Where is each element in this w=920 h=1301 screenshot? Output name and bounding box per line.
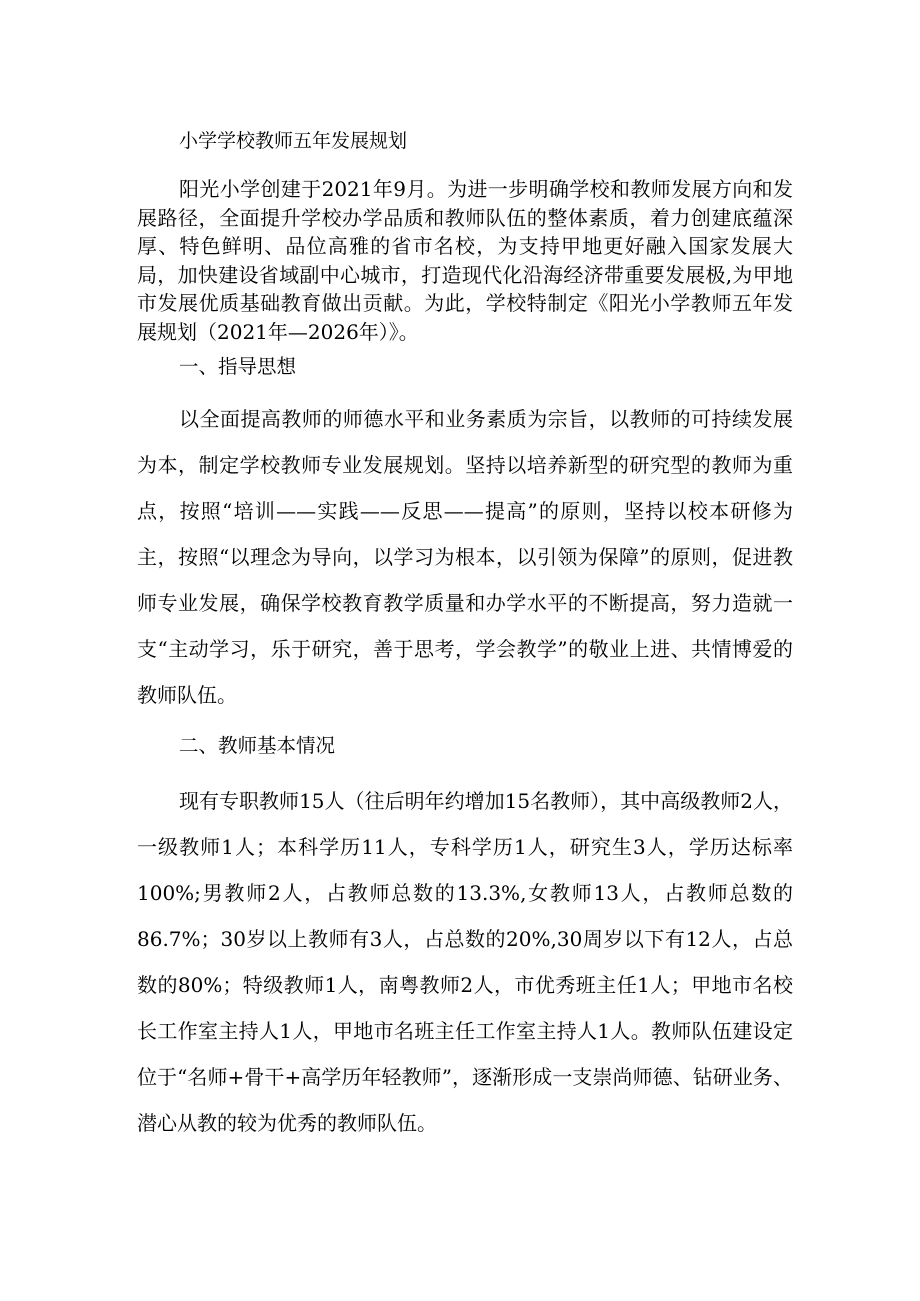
section-body-teacher-overview: 现有专职教师15人（往后明年约增加15名教师），其中高级教师2人，一级教师1人；本科学历11人，专科学历1人，研究生3人，学历达标率100%;男教师2人，占教师总数的13.3%,女教师13人，占教师总数的86.7%；30岁以上教师有3人，占总数的20%,30周岁以下有12人，占总数的80%；特级教师1人，南粤教师2人，市优秀班主任1人；甲地市名校长工作室主持人1人，甲地市名班主任工作室主持人1人。教师队伍建设定位于“名师+骨干+高学历年轻教师”，逐渐形成一支崇尚师德、钻研业务、潜心从教的较为优秀的教师队伍。 [137, 789, 793, 1135]
section-heading-teacher-overview: 二、教师基本情况 [179, 734, 336, 757]
section-body-guiding-ideology: 以全面提高教师的师德水平和业务素质为宗旨，以教师的可持续发展为本，制定学校教师专业发展规划。坚持以培养新型的研究型的教师为重点，按照“培训——实践——反思——提高”的原则，坚持以校本研修为主，按照“以理念为导向，以学习为根本，以引领为保障”的原则，促进教师专业发展，确保学校教育教学质量和办学水平的不断提高，努力造就一支“主动学习，乐于研究，善于思考，学会教学”的敬业上进、共情博爱的教师队伍。 [137, 407, 793, 707]
document-title: 小学学校教师五年发展规划 [179, 130, 408, 152]
intro-paragraph: 阳光小学创建于2021年9月。为进一步明确学校和教师发展方向和发展路径，全面提升学校办学品质和教师队伍的整体素质，着力创建底蕴深厚、特色鲜明、品位高雅的省市名校，为支持甲地更好融入国家发展大局，加快建设省域副中心城市，打造现代化沿海经济带重要发展极,为甲地市发展优质基础教育做出贡献。为此，学校特制定《阳光小学教师五年发展规划（2021年—2026年）》。 [137, 177, 793, 344]
section-heading-guiding-ideology: 一、指导思想 [179, 355, 297, 378]
